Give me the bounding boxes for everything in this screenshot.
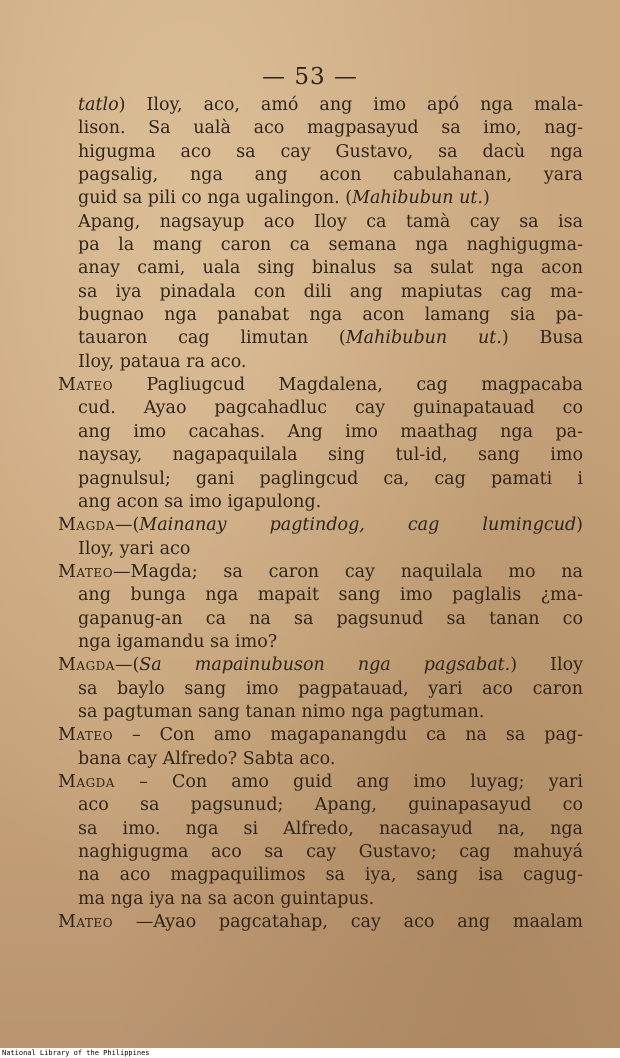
text-line bbox=[58, 818, 583, 841]
text-segment: —Magda; sa caron cay naquilala mo na bbox=[113, 561, 583, 582]
text-segment: sa pagtuman sang tanan nimo nga pagtuman. bbox=[78, 701, 485, 722]
text-line bbox=[58, 584, 583, 607]
text-line bbox=[58, 304, 583, 327]
text-line bbox=[58, 561, 583, 584]
text-segment: ang imo cacahas. Ang imo maathag nga pa- bbox=[78, 421, 583, 442]
text-segment: anay cami, uala sing binalus sa sulat nga acon bbox=[78, 258, 583, 279]
text-segment: higugma aco sa cay Gustavo, sa dacù nga bbox=[78, 141, 583, 162]
text-segment: na aco magpaquilimos sa iya, sang isa cagug- bbox=[78, 865, 583, 886]
text-line bbox=[58, 117, 583, 140]
text-segment: Iloy, pataua ra aco. bbox=[78, 351, 247, 372]
text-segment: ) bbox=[482, 188, 490, 209]
text-line bbox=[58, 94, 583, 117]
text-segment: ) Busa bbox=[501, 328, 583, 349]
text-line bbox=[58, 211, 583, 234]
text-line bbox=[58, 631, 583, 654]
text-segment: naysay, nagapaquilala sing tul-id, sang imo bbox=[78, 445, 583, 466]
text-segment: Iloy, yari aco bbox=[78, 538, 191, 559]
text-line bbox=[58, 491, 583, 514]
speaker-name: Mateo bbox=[58, 375, 114, 396]
text-line bbox=[58, 608, 583, 631]
text-segment: – Con amo magapanangdu ca na sa pag- bbox=[113, 725, 583, 746]
stage-direction: Mainanay pagtindog, cag lumingcud bbox=[139, 515, 577, 536]
speaker-name: Magda bbox=[58, 655, 115, 676]
text-line bbox=[58, 234, 583, 257]
text-segment: sa iya pinadala con dili ang mapiutas cag ma- bbox=[78, 281, 583, 302]
text-segment: guid sa pili co nga ugalingon. ( bbox=[78, 188, 353, 209]
text-segment: Pagliugcud Magdalena, cag magpacaba bbox=[113, 375, 583, 396]
text-segment: ) Iloy, aco, amó ang imo apó nga mala- bbox=[118, 95, 583, 115]
text-line bbox=[58, 748, 583, 771]
text-line bbox=[58, 468, 583, 491]
text-segment: bugnao nga panabat nga acon lamang sia pa- bbox=[78, 305, 583, 326]
text-segment: ang bunga nga mapait sang imo paglalis ¿ma- bbox=[78, 585, 583, 606]
text-line bbox=[58, 538, 583, 561]
text-line bbox=[58, 514, 583, 537]
stage-direction: Mahibubun ut. bbox=[345, 328, 502, 349]
text-segment: – Con amo guid ang imo luyag; yari bbox=[114, 771, 583, 792]
text-segment: ) Iloy bbox=[510, 655, 583, 676]
text-segment: pagsalig, nga ang acon cabulahanan, yara bbox=[78, 165, 583, 186]
text-line bbox=[58, 187, 583, 210]
text-line bbox=[58, 164, 583, 187]
text-segment: lison. Sa ualà aco magpasayud sa imo, nag- bbox=[78, 118, 583, 139]
page-text bbox=[58, 94, 583, 934]
text-line bbox=[58, 374, 583, 397]
text-segment: nga igamandu sa imo? bbox=[78, 631, 278, 652]
library-footer: National Library of the Philippines bbox=[2, 1049, 150, 1057]
text-segment: —( bbox=[114, 655, 140, 676]
text-segment: cud. Ayao pagcahadluc cay guinapatauad co bbox=[78, 398, 583, 419]
text-line bbox=[58, 678, 583, 701]
text-line bbox=[58, 724, 583, 747]
text-segment: tauaron cag limutan ( bbox=[78, 328, 346, 349]
text-line bbox=[58, 794, 583, 817]
text-line bbox=[58, 911, 583, 934]
text-segment: —( bbox=[114, 515, 140, 536]
text-segment: ) bbox=[576, 515, 583, 536]
text-line bbox=[58, 257, 583, 280]
text-segment: naghigugma aco sa cay Gustavo; cag mahuyá bbox=[78, 842, 583, 862]
speaker-name: Mateo bbox=[58, 725, 114, 746]
text-line bbox=[58, 841, 583, 864]
text-line bbox=[58, 281, 583, 304]
page-number: — 53 — bbox=[262, 64, 358, 90]
text-line bbox=[58, 701, 583, 724]
stage-direction: Mahibubun ut. bbox=[352, 188, 483, 209]
speaker-name: Magda bbox=[58, 515, 115, 536]
text-line bbox=[58, 654, 583, 677]
text-segment: pagnulsul; gani paglingcud ca, cag pamati i bbox=[78, 468, 583, 489]
text-line bbox=[58, 444, 583, 467]
text-segment: ma nga iya na sa acon guintapus. bbox=[78, 888, 375, 909]
text-segment: ang acon sa imo igapulong. bbox=[78, 491, 322, 512]
text-line bbox=[58, 421, 583, 444]
text-line bbox=[58, 888, 583, 911]
text-line bbox=[58, 771, 583, 794]
text-segment: bana cay Alfredo? Sabta aco. bbox=[78, 748, 336, 769]
text-line bbox=[58, 397, 583, 420]
text-line bbox=[58, 327, 583, 350]
speaker-name: Mateo bbox=[58, 561, 114, 582]
text-line bbox=[58, 351, 583, 374]
text-segment: —Ayao pagcatahap, cay aco ang maalam bbox=[113, 912, 583, 933]
text-segment: sa imo. nga si Alfredo, nacasayud na, nga bbox=[78, 818, 583, 839]
text-segment: aco sa pagsunud; Apang, guinapasayud co bbox=[78, 795, 583, 816]
speaker-name: Mateo bbox=[58, 912, 114, 933]
text-segment: pa la mang caron ca semana nga naghigugma- bbox=[78, 235, 583, 256]
text-segment: gapanug-an ca na sa pagsunud sa tanan co bbox=[78, 608, 583, 629]
text-segment: sa baylo sang imo pagpatauad, yari aco caron bbox=[78, 678, 583, 699]
text-line bbox=[58, 141, 583, 164]
stage-direction: tatlo bbox=[78, 95, 119, 115]
text-line bbox=[58, 864, 583, 887]
text-segment: Apang, nagsayup aco Iloy ca tamà cay sa isa bbox=[78, 211, 583, 232]
speaker-name: Magda bbox=[58, 771, 115, 792]
stage-direction: Sa mapainubuson nga pagsabat. bbox=[139, 655, 511, 676]
